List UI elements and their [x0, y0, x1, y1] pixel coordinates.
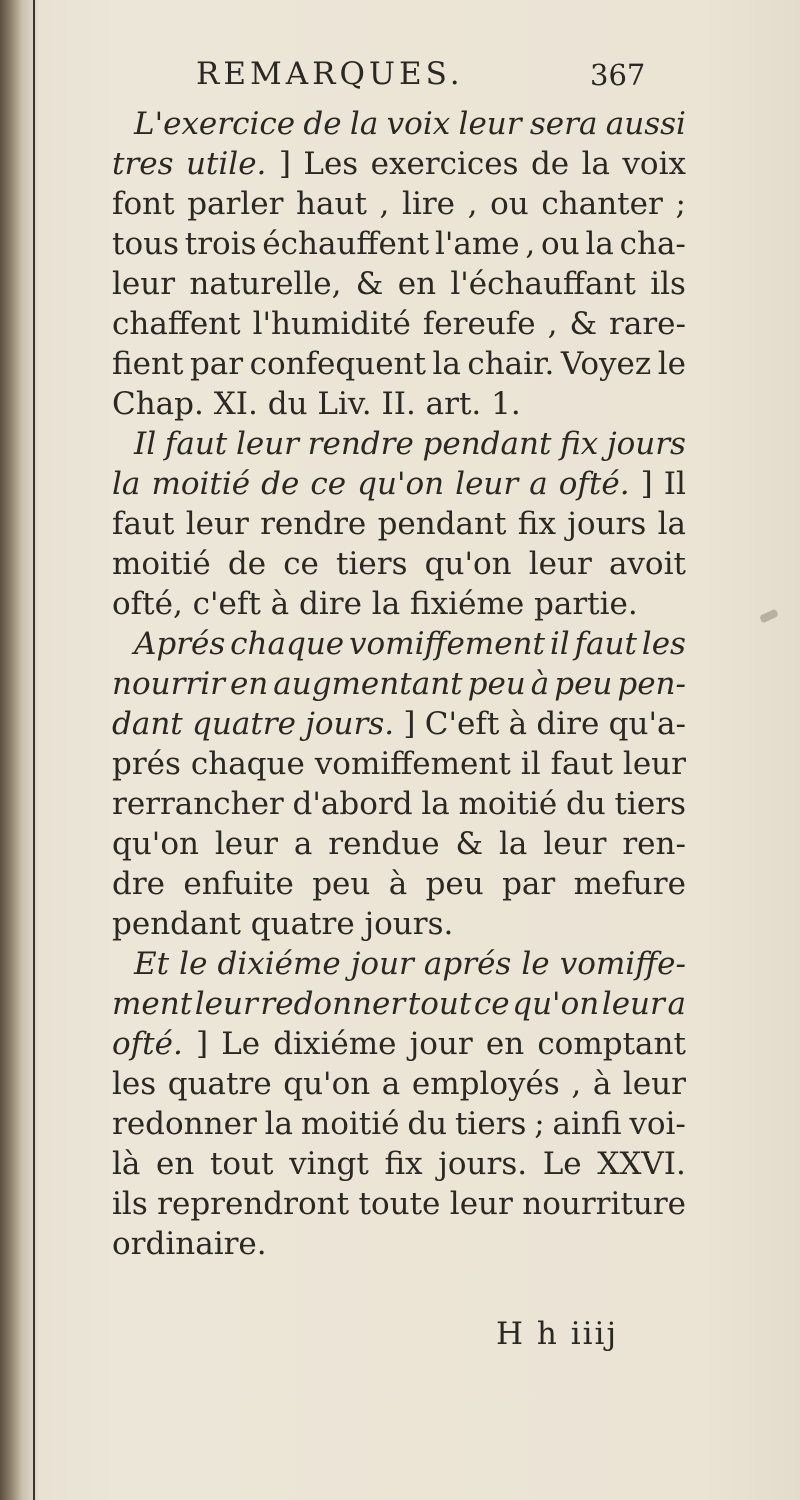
word: a [293, 826, 313, 862]
italic-word: vomiffement [349, 626, 545, 662]
word: reprendront [157, 1186, 350, 1222]
italic-word: faut [574, 626, 637, 662]
word: moitié [112, 546, 211, 582]
word: ; [675, 186, 686, 222]
word: de [530, 146, 570, 182]
paper-speck [759, 609, 779, 624]
italic-word: ofté. [112, 1026, 183, 1062]
word: toute [358, 1186, 441, 1222]
italic-word: utile. [185, 146, 267, 182]
italic-word: quatre [192, 706, 296, 742]
word: fix [384, 1146, 423, 1182]
word: en [397, 266, 437, 302]
page-edge-line [33, 0, 35, 1500]
italic-word: pen- [617, 666, 686, 702]
word: ] [278, 146, 291, 182]
word: C'eft [424, 706, 500, 742]
word: rendre [260, 506, 367, 542]
text-line [112, 864, 686, 904]
word: à [508, 706, 528, 742]
italic-word: la [349, 106, 379, 142]
word: tiers [336, 546, 408, 582]
running-header [196, 56, 696, 96]
italic-word: peu [554, 666, 613, 702]
word: enfuite [183, 866, 294, 902]
italic-word: L'exercice [134, 106, 296, 142]
italic-word: de [303, 106, 342, 142]
word: rendue [328, 826, 440, 862]
word: la [421, 786, 450, 822]
word: fient [112, 346, 184, 382]
italic-word: qu'on [512, 986, 600, 1022]
signature-mark: H h iiij [496, 1316, 619, 1352]
italic-word: augmentant [273, 666, 463, 702]
word: lire [402, 186, 456, 222]
italic-word: tout [407, 986, 472, 1022]
word: leur [622, 746, 686, 782]
word: peu [425, 866, 484, 902]
word: & [455, 826, 484, 862]
text-line [134, 424, 686, 464]
word: ainfi [552, 1106, 622, 1142]
word: les [112, 1066, 157, 1102]
word: haut [296, 186, 367, 222]
italic-word: le [521, 946, 550, 982]
word: chanter [541, 186, 663, 222]
word: l'ame [434, 226, 520, 262]
text-line [112, 784, 686, 824]
text-line [112, 344, 686, 384]
word: du [565, 786, 606, 822]
word: naturelle, [189, 266, 342, 302]
italic-word: jours. [305, 706, 395, 742]
word: pendant [377, 506, 507, 542]
word: ; [534, 1106, 545, 1142]
commentary-text: ordinaire. [112, 1226, 267, 1262]
word: , [379, 186, 390, 222]
italic-word: le [179, 946, 208, 982]
italic-word: rendre [307, 426, 414, 462]
word: à [388, 866, 408, 902]
italic-word: peu [467, 666, 526, 702]
word: employés [411, 1066, 560, 1102]
word: exercices [370, 146, 519, 182]
word: leur [185, 506, 249, 542]
italic-word: ce [310, 466, 347, 502]
text-line [112, 1104, 686, 1144]
text-line [134, 944, 686, 984]
word: jours. [438, 1146, 528, 1182]
word: Le [221, 1026, 261, 1062]
word: comptant [537, 1026, 686, 1062]
word: qu'on [283, 1066, 371, 1102]
word: leur [449, 1186, 513, 1222]
word: tiers [614, 786, 686, 822]
word: chaffent [112, 306, 241, 342]
word: qu'on [424, 546, 512, 582]
word: nourriture [522, 1186, 686, 1222]
italic-word: les [641, 626, 686, 662]
text-line [112, 304, 686, 344]
word: rerrancher [112, 786, 284, 822]
word: confequent [249, 346, 426, 382]
text-line [112, 984, 686, 1024]
italic-word: leur [455, 466, 519, 502]
word: jour [409, 1026, 473, 1062]
italic-word: aussi [605, 106, 686, 142]
word: Il [663, 466, 686, 502]
word: dire [536, 706, 600, 742]
word: & [355, 266, 384, 302]
word: rare- [609, 306, 686, 342]
italic-word: leur [458, 106, 522, 142]
italic-word: Aprés [134, 626, 226, 662]
word: ils [650, 266, 686, 302]
italic-word: en [229, 666, 269, 702]
word: fereufe [422, 306, 536, 342]
word: tiers [454, 1106, 527, 1142]
word: la [264, 1106, 293, 1142]
italic-word: a [529, 466, 548, 502]
word: ren- [622, 826, 686, 862]
word: , [525, 226, 536, 262]
word: du [407, 1106, 448, 1142]
word: chaque [190, 746, 305, 782]
word: par [189, 346, 244, 382]
word: ils [112, 1186, 148, 1222]
text-line [112, 1064, 686, 1104]
italic-word: de [261, 466, 300, 502]
commentary-text: Chap. XI. du Liv. II. art. 1. [112, 386, 521, 422]
text-line [134, 624, 686, 664]
text-line [112, 224, 686, 264]
word: faut [112, 506, 175, 542]
word: qu'on [112, 826, 199, 862]
word: la [499, 826, 528, 862]
text-line [134, 104, 686, 144]
word: vingt [289, 1146, 369, 1182]
italic-word: chaque [230, 626, 345, 662]
italic-word: leur [601, 986, 665, 1022]
text-line [112, 544, 686, 584]
word: à [592, 1066, 612, 1102]
word: cha- [619, 226, 686, 262]
word: moitié [458, 786, 558, 822]
text-line [112, 824, 686, 864]
italic-word: dixiéme [217, 946, 341, 982]
word: en [485, 1026, 525, 1062]
word: font [112, 186, 175, 222]
text-line [112, 1024, 686, 1064]
word: avoit [608, 546, 686, 582]
word: parler [187, 186, 284, 222]
text-line [112, 144, 686, 184]
italic-word: voix [386, 106, 451, 142]
word: Le [542, 1146, 582, 1182]
word: l'échauffant [450, 266, 636, 302]
word: échauffent [262, 226, 430, 262]
italic-word: jour [350, 946, 414, 982]
word: le [657, 346, 686, 382]
word: il [520, 746, 541, 782]
text-line [112, 384, 521, 424]
word: la [581, 146, 610, 182]
text-line [112, 184, 686, 224]
word: Les [303, 146, 359, 182]
italic-word: leur [194, 986, 258, 1022]
word: redonner [112, 1106, 257, 1142]
word: moitié [300, 1106, 400, 1142]
word: la [432, 346, 461, 382]
word: ce [283, 546, 319, 582]
page-number: 367 [590, 58, 646, 92]
word: voi- [629, 1106, 686, 1142]
text-line [112, 264, 686, 304]
word: dixiéme [273, 1026, 397, 1062]
word: dre [112, 866, 166, 902]
text-line [112, 1224, 267, 1264]
italic-word: moitié [151, 466, 251, 502]
text-line [112, 504, 686, 544]
italic-word: à [530, 666, 550, 702]
text-line [112, 904, 453, 944]
italic-word: nourrir [112, 666, 225, 702]
word: qu'a- [608, 706, 686, 742]
word: ou [490, 186, 529, 222]
running-title: REMARQUES. [196, 56, 464, 92]
italic-word: Il [134, 426, 157, 462]
italic-word: Et [134, 946, 170, 982]
word: leur [112, 266, 176, 302]
commentary-text: pendant quatre jours. [112, 906, 454, 942]
word: prés [112, 746, 181, 782]
word: ] [403, 706, 416, 742]
word: par [502, 866, 556, 902]
word: de [227, 546, 267, 582]
word: , [467, 186, 478, 222]
word: , [571, 1066, 582, 1102]
text-line [112, 744, 686, 784]
word: quatre [167, 1066, 272, 1102]
word: faut [550, 746, 613, 782]
word: ou [541, 226, 580, 262]
italic-word: leur [235, 426, 299, 462]
word: vomiffement [314, 746, 511, 782]
italic-word: faut [164, 426, 228, 462]
word: peu [312, 866, 371, 902]
word: la [585, 226, 614, 262]
italic-word: dant [112, 706, 183, 742]
commentary-text: ofté, c'eft à dire la fixiéme partie. [112, 586, 638, 622]
word: tout [209, 1146, 274, 1182]
italic-word: jours [606, 426, 686, 462]
word: voix [622, 146, 686, 182]
text-line [112, 1184, 686, 1224]
italic-word: la [112, 466, 141, 502]
italic-word: sera [529, 106, 598, 142]
word: a [381, 1066, 401, 1102]
text-line [112, 704, 686, 744]
word: la [657, 506, 686, 542]
italic-word: fix [560, 426, 599, 462]
italic-word: tres [112, 146, 174, 182]
italic-word: qu'on [357, 466, 445, 502]
italic-word: a [667, 986, 686, 1022]
text-line [112, 1144, 686, 1184]
word: en [156, 1146, 195, 1182]
word: & [569, 306, 598, 342]
italic-word: il [549, 626, 570, 662]
word: leur [543, 826, 607, 862]
word: Voyez [560, 346, 652, 382]
word: d'abord [292, 786, 413, 822]
text-line [112, 664, 686, 704]
text-line [112, 464, 686, 504]
italic-word: ment [112, 986, 193, 1022]
text-line [112, 584, 638, 624]
italic-word: ce [473, 986, 510, 1022]
italic-word: pendant [422, 426, 552, 462]
word: leur [214, 826, 278, 862]
word: , [547, 306, 558, 342]
word: chair. [467, 346, 555, 382]
word: fix [517, 506, 556, 542]
word: tous [112, 226, 179, 262]
italic-word: redonner [260, 986, 406, 1022]
italic-word: aprés [423, 946, 512, 982]
italic-word: vomiffe- [559, 946, 686, 982]
word: ] [195, 1026, 209, 1062]
word: trois [184, 226, 257, 262]
word: XXVI. [597, 1146, 686, 1182]
word: ] [640, 466, 653, 502]
word: mefure [573, 866, 686, 902]
italic-word: ofté. [558, 466, 630, 502]
word: l'humidité [252, 306, 411, 342]
word: leur [528, 546, 592, 582]
word: leur [622, 1066, 686, 1102]
word: jours [567, 506, 647, 542]
word: là [112, 1146, 141, 1182]
